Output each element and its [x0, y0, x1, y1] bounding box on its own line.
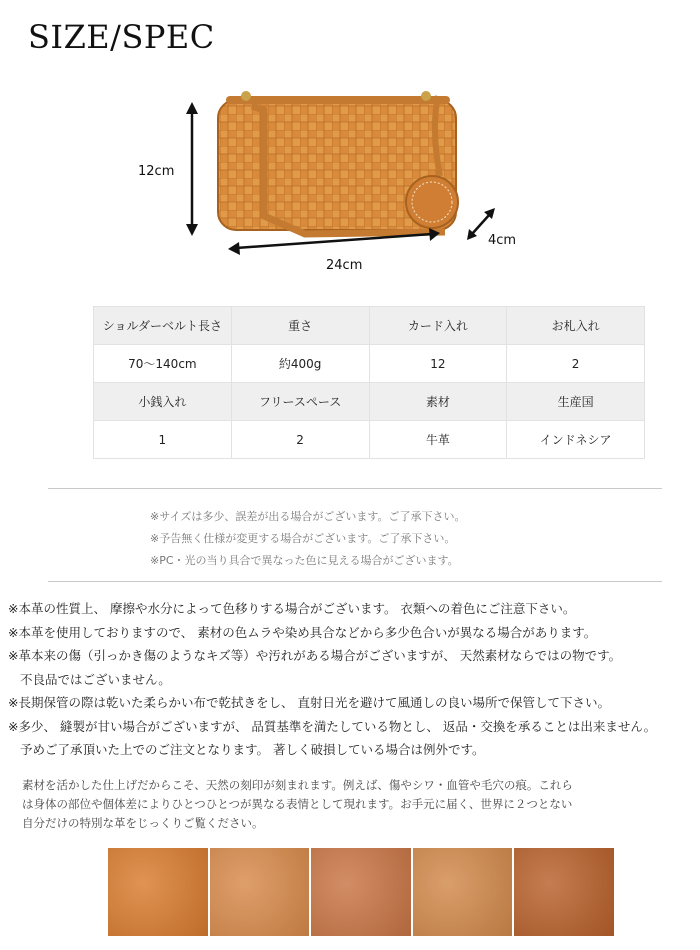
divider: [48, 581, 662, 582]
product-illustration: [140, 66, 540, 276]
spec-header-cell: 小銭入れ: [94, 383, 232, 421]
spec-value-cell: 2: [507, 345, 645, 383]
spec-header-row: [94, 383, 645, 421]
description-line: 自分だけの特別な革をじっくりご覧ください。: [22, 816, 264, 830]
care-note-line: ※本革を使用しておりますので、 素材の色ムラや染め具合などから多少色合いが異なる場合があります。: [8, 624, 597, 640]
spec-header-cell: 重さ: [231, 307, 369, 345]
care-note-line: ※本革の性質上、 摩擦や水分によって色移りする場合がございます。 衣類への着色にご注意下さい。: [8, 601, 576, 616]
leather-swatches: [108, 848, 614, 936]
description-line: 素材を活かした仕上げだからこそ、天然の刻印が刻まれます。例えば、傷やシワ・血管や毛穴の痕。これら: [22, 778, 573, 792]
spec-header-cell: フリースペース: [231, 383, 369, 421]
leather-swatch: [210, 848, 310, 936]
leather-swatch: [514, 848, 614, 936]
spec-value-cell: インドネシア: [507, 421, 645, 459]
height-label: 12cm: [138, 164, 175, 179]
disclaimer-line: ※予告無く仕様が変更する場合がございます。ご了承下さい。: [150, 532, 456, 545]
bag-zipper: [226, 96, 450, 104]
leather-description: [22, 776, 573, 833]
care-note-line: 不良品ではございません。: [20, 671, 171, 687]
description-line: は身体の部位や個体差によりひとつひとつが異なる表情として現れます。お手元に届く、世界に２つとない: [22, 797, 573, 811]
spec-value-cell: 1: [94, 421, 232, 459]
spec-value-cell: 12: [369, 345, 507, 383]
spec-header-row: [94, 307, 645, 345]
disclaimer-line: ※サイズは多少、誤差が出る場合がございます。ご了承下さい。: [150, 510, 466, 523]
spec-header-cell: ショルダーベルト長さ: [94, 307, 232, 345]
width-label: 24cm: [326, 258, 363, 273]
depth-label: 4cm: [488, 233, 517, 248]
leather-swatch: [108, 848, 208, 936]
leather-swatch: [311, 848, 411, 936]
page-title: SIZE/SPEC: [28, 18, 215, 56]
spec-header-cell: お札入れ: [507, 307, 645, 345]
spec-value-cell: 2: [231, 421, 369, 459]
spec-value-cell: 約400g: [231, 345, 369, 383]
care-notes: [8, 597, 700, 762]
spec-value-row: [94, 421, 645, 459]
spec-header-cell: 生産国: [507, 383, 645, 421]
spec-value-cell: 牛革: [369, 421, 507, 459]
spec-value-row: [94, 345, 645, 383]
care-note-line: ※多少、 縫製が甘い場合がございますが、 品質基準を満たしている物とし、 返品・交換を承ることは出来ません。: [8, 718, 657, 734]
disclaimer-line: ※PC・光の当り具合で異なった色に見える場合がございます。: [150, 554, 459, 567]
spec-table: [93, 306, 645, 459]
product-photo-area: [140, 66, 540, 276]
disclaimer-notes: [150, 506, 465, 572]
depth-arrow: [472, 214, 490, 234]
bag-tag: [406, 176, 458, 228]
care-note-line: ※長期保管の際は乾いた柔らかい布で乾拭きをし、 直射日光を避けて風通しの良い場所で保管して下さい。: [8, 695, 610, 710]
care-note-line: 予めご了承頂いた上でのご注文となります。 著しく破損している場合は例外です。: [20, 742, 485, 757]
spec-value-cell: 70～140cm: [94, 345, 232, 383]
spec-header-cell: 素材: [369, 383, 507, 421]
spec-header-cell: カード入れ: [369, 307, 507, 345]
divider: [48, 488, 662, 489]
leather-swatch: [413, 848, 513, 936]
care-note-line: ※革本来の傷（引っかき傷のようなキズ等）や汚れがある場合がございますが、 天然素材ならではの物です。: [8, 648, 622, 663]
